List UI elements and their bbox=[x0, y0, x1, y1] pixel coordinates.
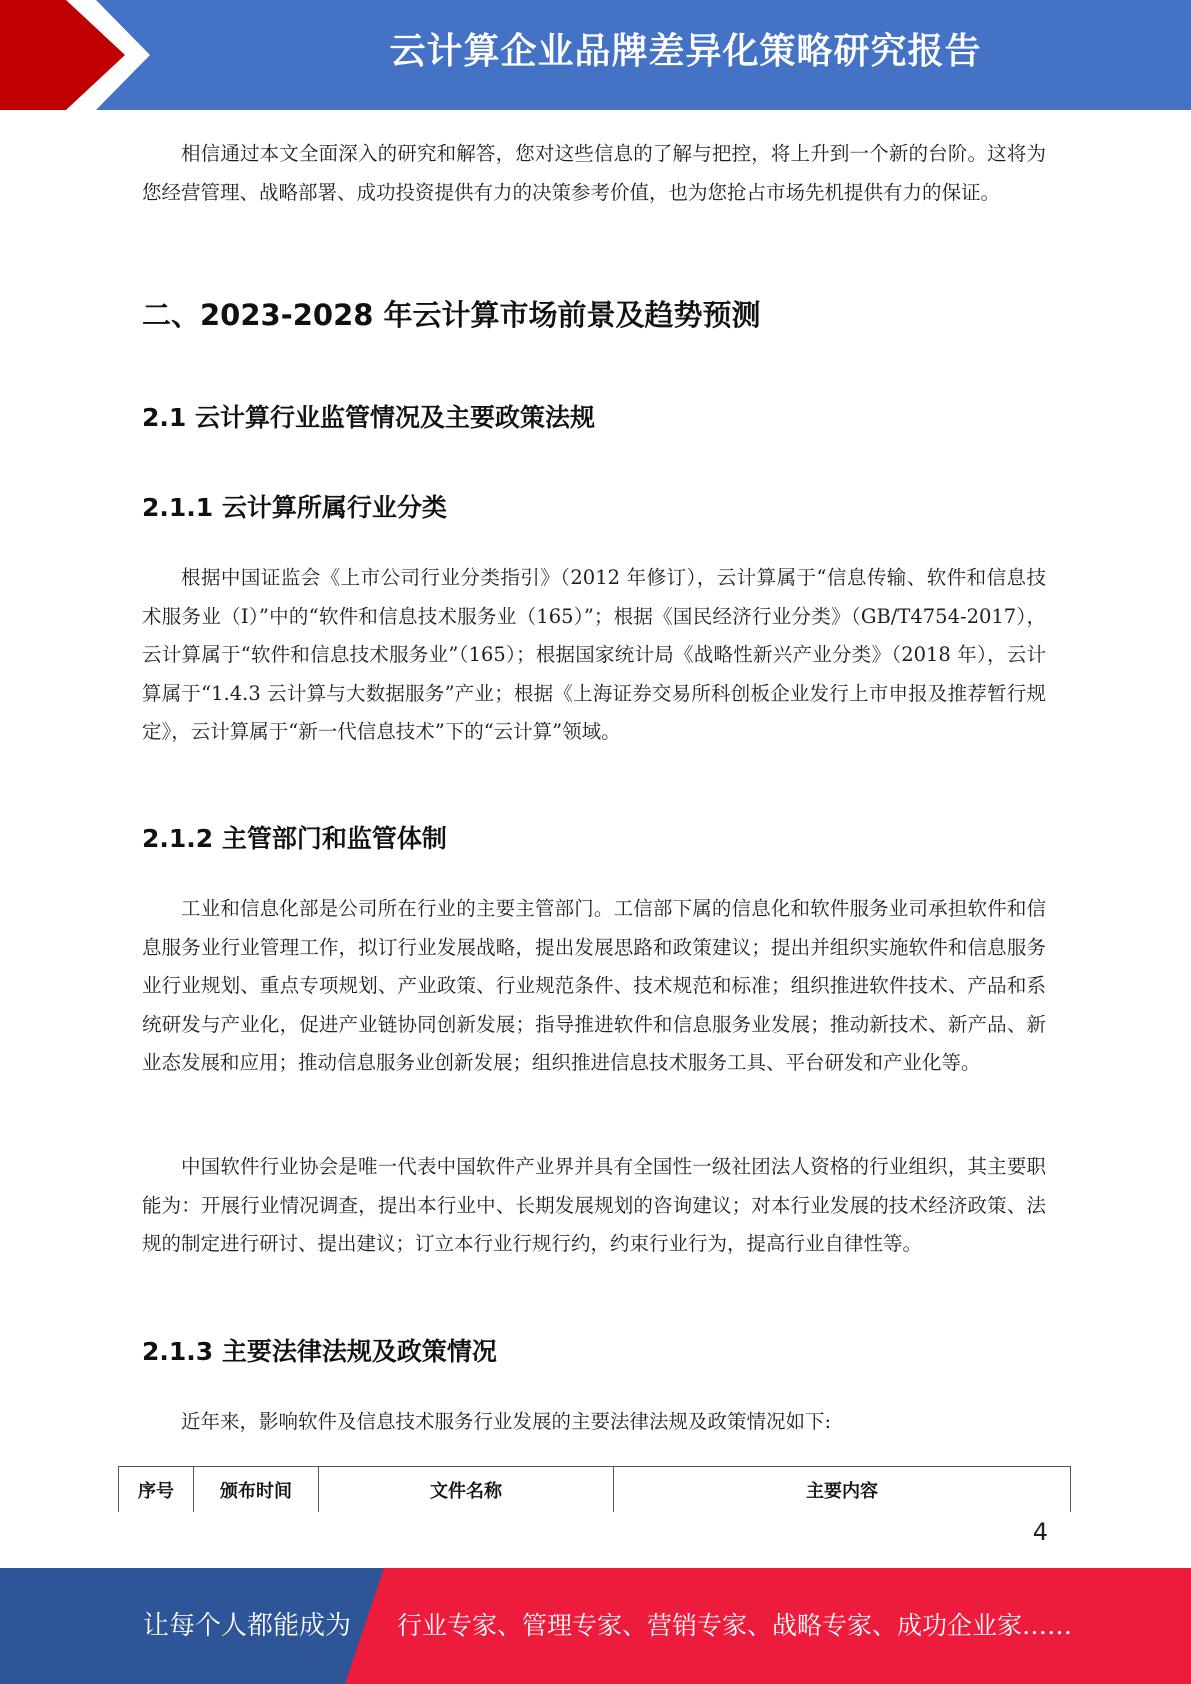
policy-table-header bbox=[118, 1466, 1071, 1512]
page-number: 4 bbox=[1032, 1518, 1048, 1546]
footer-banner bbox=[0, 1568, 1191, 1684]
report-title: 云计算企业品牌差异化策略研究报告 bbox=[389, 31, 982, 72]
header-chevron-decoration bbox=[0, 0, 160, 110]
footer-roles: 行业专家、管理专家、营销专家、战略专家、成功企业家…… bbox=[397, 1611, 1073, 1640]
subsection-heading-2-1-2: 2.1.2 主管部门和监管体制 bbox=[142, 824, 447, 853]
table-header-cell: 主要内容 bbox=[806, 1480, 878, 1502]
classification-paragraph: 根据中国证监会《上市公司行业分类指引》（2012 年修订），云计算属于“信息传输、软件和信息技术服务业（I）”中的“软件和信息技术服务业（165）”；根据《国民经济行业分类》（GB/T4754-2017）， 云计算属于“软件和信息技术服务业”（165）；根据国家统计局《战略性新兴产业分类》（2018 年），云计算属于“1.4.3 云计算与大数据服务”产业；根据《上海证券交易所科创板企业发行上市申报及推荐暂行规定》，云计算属于“新一代信息技术”下的“云计算”领域。 bbox=[142, 566, 1046, 743]
subsection-heading-2-1: 2.1 云计算行业监管情况及主要政策法规 bbox=[142, 403, 595, 432]
regulator-paragraph: 工业和信息化部是公司所在行业的主要主管部门。工信部下属的信息化和软件服务业司承担软件和信息服务业行业管理工作，拟订行业发展战略，提出发展思路和政策建议；提出并组织实施软件和信息服务业行业规划、重点专项规划、产业政策、行业规范条件、技术规范和标准；组织推进软件技术、产品和系统研发与产业化，促进产业链协同创新发展；指导推进软件和信息服务业发展；推动新技术、新产品、新业态发展和应用；推动信息服务业创新发展；组织推进信息技术服务工具、平台研发和产业化等。 bbox=[142, 897, 1046, 1074]
association-paragraph: 中国软件行业协会是唯一代表中国软件产业界并具有全国性一级社团法人资格的行业组织，其主要职能为：开展行业情况调查，提出本行业中、长期发展规划的咨询建议；对本行业发展的技术经济政策、法规的制定进行研讨、提出建议；订立本行业行规行约，约束行业行为，提高行业自律性等。 bbox=[142, 1155, 1046, 1255]
table-header-cell: 序号 bbox=[119, 1467, 194, 1512]
table-header-cell: 颁布时间 bbox=[194, 1467, 319, 1512]
policy-intro-paragraph: 近年来，影响软件及信息技术服务行业发展的主要法律法规及政策情况如下: bbox=[181, 1410, 832, 1433]
subsection-heading-2-1-1: 2.1.1 云计算所属行业分类 bbox=[142, 493, 447, 522]
subsection-heading-2-1-3: 2.1.3 主要法律法规及政策情况 bbox=[142, 1337, 497, 1366]
footer-slogan: 让每个人都能成为 bbox=[143, 1611, 352, 1641]
intro-paragraph: 相信通过本文全面深入的研究和解答，您对这些信息的了解与把控，将上升到一个新的台阶。这将为您经营管理、战略部署、成功投资提供有力的决策参考价值，也为您抢占市场先机提供有力的保证。 bbox=[142, 142, 1046, 204]
header-banner bbox=[0, 0, 1191, 110]
section-heading: 二、2023-2028 年云计算市场前景及趋势预测 bbox=[142, 298, 761, 332]
table-header-cell: 文件名称 bbox=[319, 1467, 614, 1512]
